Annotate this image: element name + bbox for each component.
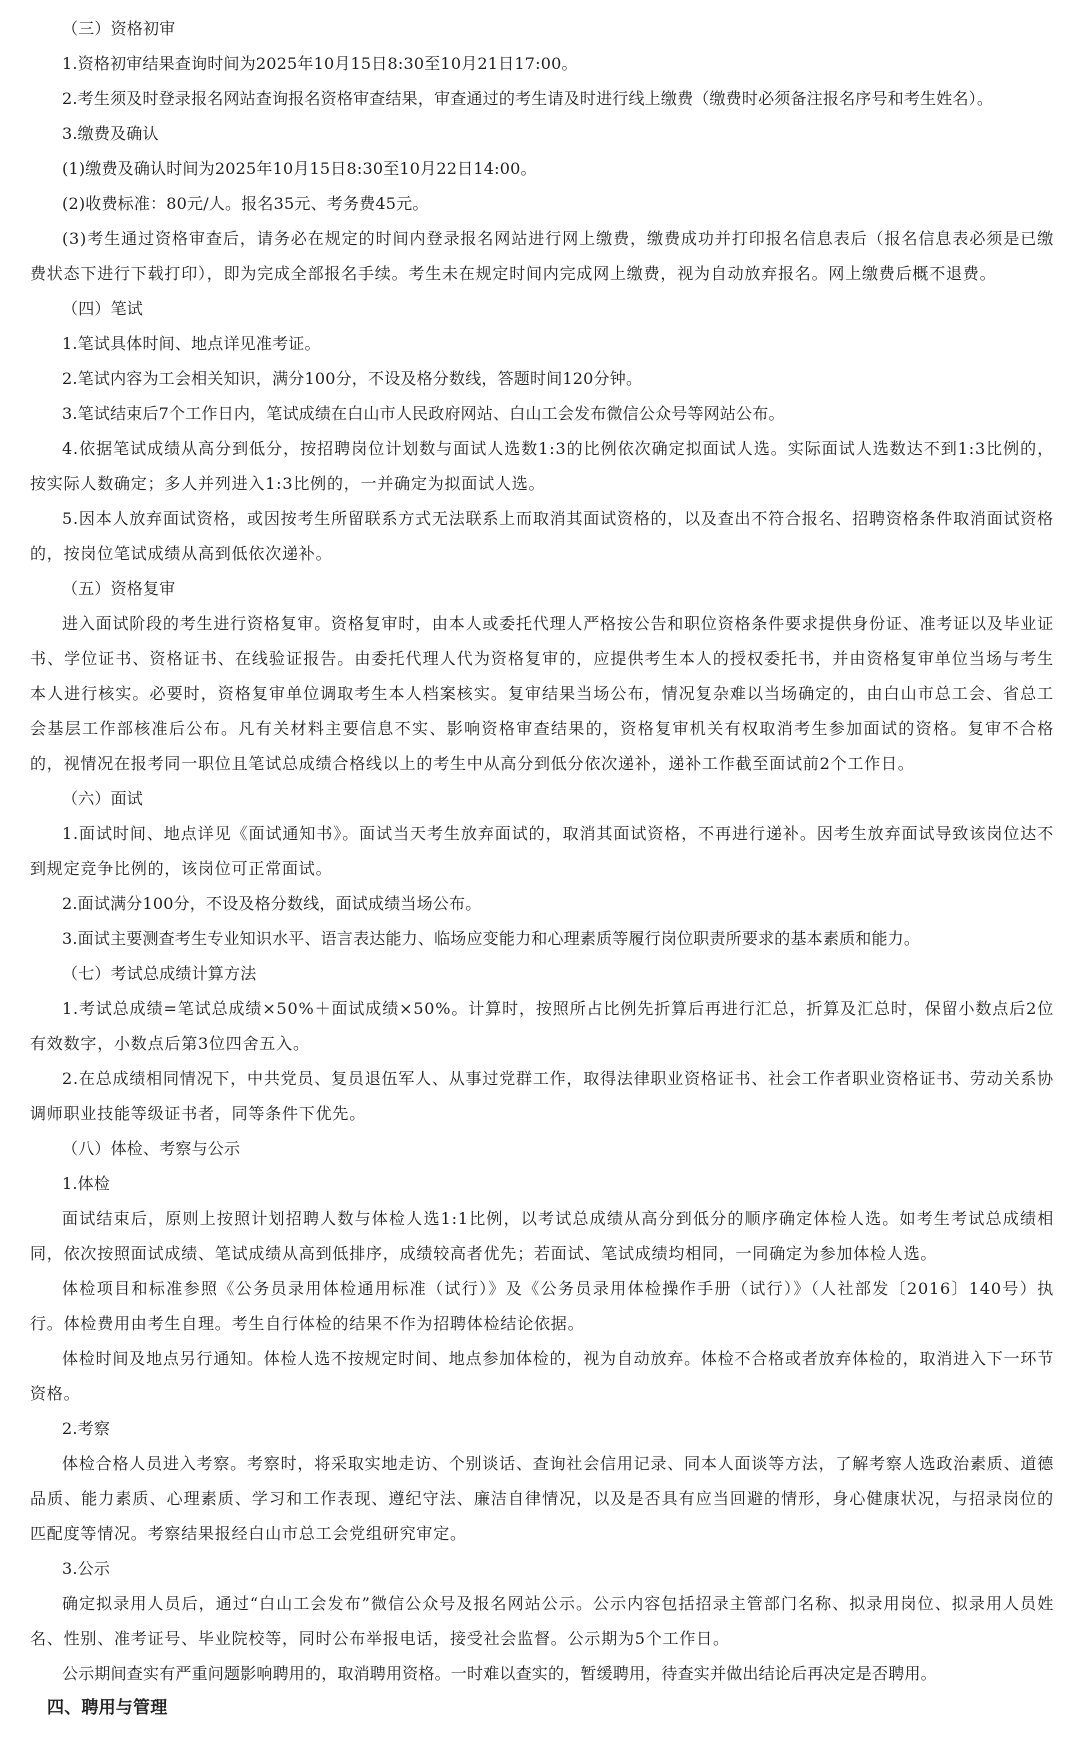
paragraph: 5.因本人放弃面试资格，或因按考生所留联系方式无法联系上而取消其面试资格的，以及查出不符合报名、招聘资格条件取消面试资格的，按岗位笔试成绩从高到低依次递补。	[30, 509, 1054, 563]
section-heading-6: （六）面试	[62, 789, 144, 808]
section-heading-hire-manage: 四、聘用与管理	[47, 1698, 168, 1718]
subheading: 3.缴费及确认	[62, 124, 159, 143]
paragraph: 体检合格人员进入考察。考察时，将采取实地走访、个别谈话、查询社会信用记录、同本人面谈等方法，了解考察人选政治素质、道德品质、能力素质、心理素质、学习和工作表现、遵纪守法、廉洁自律情况，以及是否具有应当回避的情形，身心健康状况，与招录岗位的匹配度等情况。考察结果报经白山市总工会党组研究审定。	[30, 1454, 1054, 1543]
paragraph: 3.笔试结束后7个工作日内，笔试成绩在白山市人民政府网站、白山工会发布微信公众号等网站公布。	[62, 404, 785, 423]
paragraph: 公示期间查实有严重问题影响聘用的，取消聘用资格。一时难以查实的，暂缓聘用，待查实并做出结论后再决定是否聘用。	[62, 1664, 937, 1683]
subheading: 3.公示	[62, 1559, 111, 1578]
paragraph: 1.笔试具体时间、地点详见准考证。	[62, 334, 321, 353]
paragraph: 1.资格初审结果查询时间为2025年10月15日8:30至10月21日17:00。	[62, 54, 578, 73]
paragraph: (1)缴费及确认时间为2025年10月15日8:30至10月22日14:00。	[62, 159, 537, 178]
subheading: 2.考察	[62, 1419, 111, 1438]
paragraph: 1.考试总成绩=笔试总成绩×50%＋面试成绩×50%。计算时，按照所占比例先折算后再进行汇总，折算及汇总时，保留小数点后2位有效数字，小数点后第3位四舍五入。	[30, 999, 1054, 1053]
paragraph: 进入面试阶段的考生进行资格复审。资格复审时，由本人或委托代理人严格按公告和职位资格条件要求提供身份证、准考证以及毕业证书、学位证书、资格证书、在线验证报告。由委托代理人代为资格复审的，应提供考生本人的授权委托书，并由资格复审单位当场与考生本人进行核实。必要时，资格复审单位调取考生本人档案核实。复审结果当场公布，情况复杂难以当场确定的，由白山市总工会、省总工会基层工作部核准后公布。凡有关材料主要信息不实、影响资格审查结果的，资格复审机关有权取消考生参加面试的资格。复审不合格的，视情况在报考同一职位且笔试总成绩合格线以上的考生中从高分到低分依次递补，递补工作截至面试前2个工作日。	[30, 614, 1054, 773]
paragraph: 2.在总成绩相同情况下，中共党员、复员退伍军人、从事过党群工作，取得法律职业资格证书、社会工作者职业资格证书、劳动关系协调师职业技能等级证书者，同等条件下优先。	[30, 1069, 1054, 1123]
paragraph: 2.面试满分100分，不设及格分数线，面试成绩当场公布。	[62, 894, 482, 913]
paragraph: 3.面试主要测查考生专业知识水平、语言表达能力、临场应变能力和心理素质等履行岗位职责所要求的基本素质和能力。	[62, 929, 921, 948]
paragraph: (3)考生通过资格审查后，请务必在规定的时间内登录报名网站进行网上缴费，缴费成功并打印报名信息表后（报名信息表必须是已缴费状态下进行下载打印），即为完成全部报名手续。考生未在规定时间内完成网上缴费，视为自动放弃报名。网上缴费后概不退费。	[30, 229, 1054, 283]
paragraph: 面试结束后，原则上按照计划招聘人数与体检人选1:1比例，以考试总成绩从高分到低分的顺序确定体检人选。如考生考试总成绩相同，依次按照面试成绩、笔试成绩从高到低排序，成绩较高者优先；若面试、笔试成绩均相同，一同确定为参加体检人选。	[30, 1209, 1054, 1263]
paragraph: 2.笔试内容为工会相关知识，满分100分，不设及格分数线，答题时间120分钟。	[62, 369, 643, 388]
section-heading-7: （七）考试总成绩计算方法	[62, 964, 257, 983]
subheading: 1.体检	[62, 1174, 111, 1193]
section-heading-3: （三）资格初审	[62, 19, 176, 38]
paragraph: 4.依据笔试成绩从高分到低分，按招聘岗位计划数与面试人选数1:3的比例依次确定拟面试人选。实际面试人选数达不到1:3比例的，按实际人数确定；多人并列进入1:3比例的，一并确定为拟面试人选。	[30, 439, 1054, 493]
paragraph: 1.面试时间、地点详见《面试通知书》。面试当天考生放弃面试的，取消其面试资格，不再进行递补。因考生放弃面试导致该岗位达不到规定竞争比例的，该岗位可正常面试。	[30, 824, 1054, 878]
section-heading-5: （五）资格复审	[62, 579, 176, 598]
paragraph: 体检时间及地点另行通知。体检人选不按规定时间、地点参加体检的，视为自动放弃。体检不合格或者放弃体检的，取消进入下一环节资格。	[30, 1349, 1054, 1403]
paragraph: 体检项目和标准参照《公务员录用体检通用标准（试行）》及《公务员录用体检操作手册（试行）》（人社部发〔2016〕140号）执行。体检费用由考生自理。考生自行体检的结果不作为招聘体检结论依据。	[30, 1279, 1054, 1333]
section-heading-4: （四）笔试	[62, 299, 144, 318]
section-heading-8: （八）体检、考察与公示	[62, 1139, 241, 1158]
paragraph: 确定拟录用人员后，通过“白山工会发布”微信公众号及报名网站公示。公示内容包括招录主管部门名称、拟录用岗位、拟录用人员姓名、性别、准考证号、毕业院校等，同时公布举报电话，接受社会监督。公示期为5个工作日。	[30, 1594, 1054, 1648]
paragraph: 2.考生须及时登录报名网站查询报名资格审查结果，审查通过的考生请及时进行线上缴费（缴费时必须备注报名序号和考生姓名）。	[62, 89, 994, 108]
paragraph: (2)收费标准：80元/人。报名35元、考务费45元。	[62, 194, 429, 213]
